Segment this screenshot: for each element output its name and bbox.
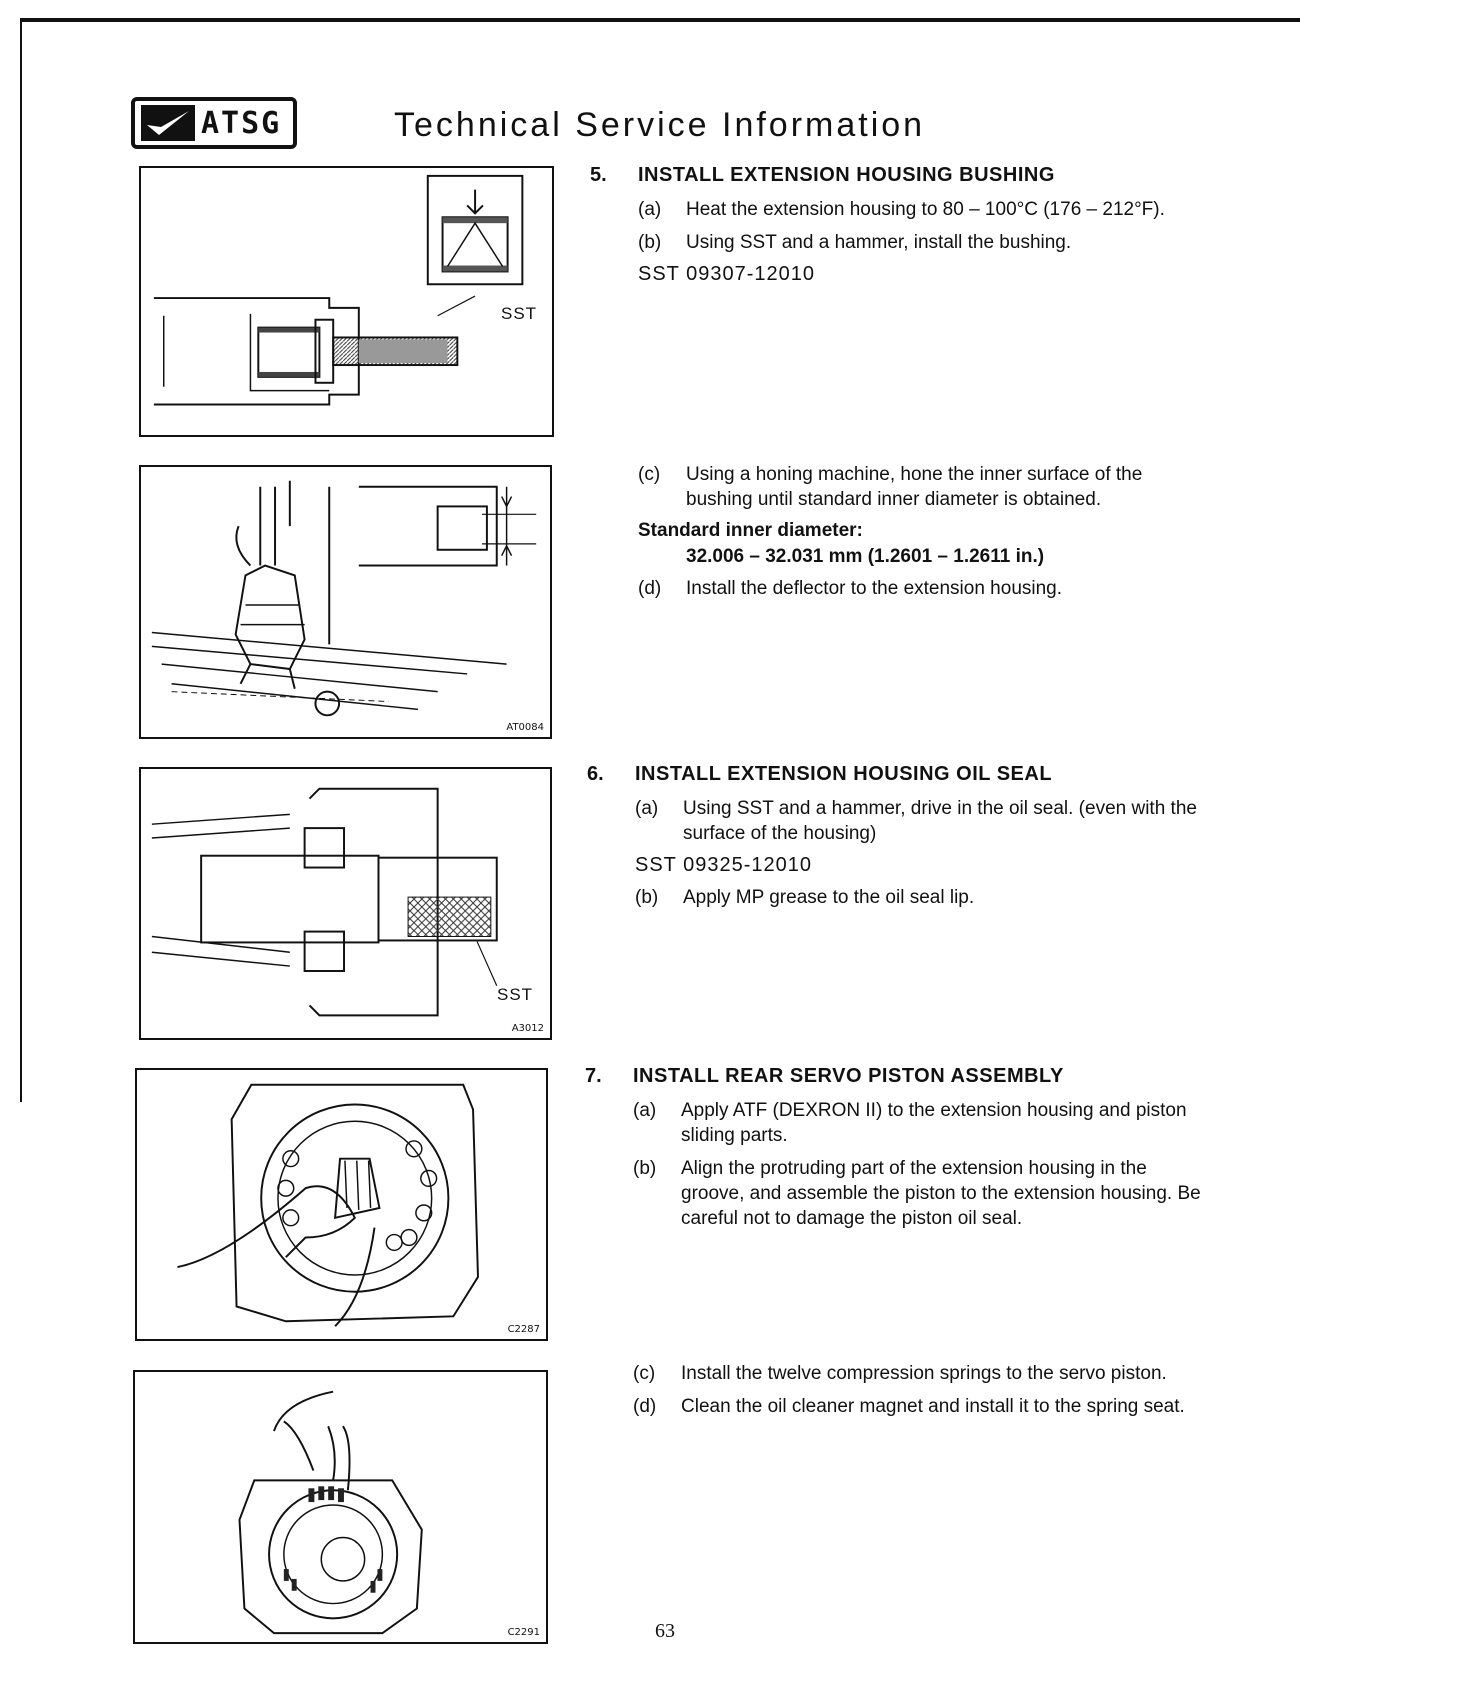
spec-value: 32.006 – 32.031 mm (1.2601 – 1.2611 in.) <box>686 546 1045 567</box>
section-7-continued <box>633 1361 1205 1419</box>
checkmark-icon <box>141 105 195 141</box>
spec-label: Standard inner diameter: <box>638 520 863 541</box>
page-number: 63 <box>655 1620 675 1642</box>
compression-springs-illustration <box>135 1372 546 1642</box>
figure-bushing-install <box>139 166 554 437</box>
step-item: (d) Clean the oil cleaner magnet and install it to the spring seat. <box>633 1396 1185 1417</box>
figure-code: C2287 <box>507 1324 540 1335</box>
sst-callout: SST <box>501 304 538 323</box>
atsg-logo <box>131 97 297 149</box>
sst-callout: SST <box>497 985 534 1004</box>
top-rule <box>20 18 1300 22</box>
sst-number: SST 09325-12010 <box>635 854 812 876</box>
figure-code: C2291 <box>507 1627 540 1638</box>
section-6 <box>587 763 1209 910</box>
step-item: (c) Install the twelve compression springs to the servo piston. <box>633 1363 1167 1384</box>
section-number: 6. <box>587 763 604 785</box>
honing-machine-illustration <box>141 467 550 737</box>
sst-number: SST 09307-12010 <box>638 263 815 285</box>
step-item: (a) Heat the extension housing to 80 – 100°C (176 – 212°F). <box>638 199 1165 220</box>
oil-seal-install-illustration <box>141 769 550 1038</box>
figure-servo-piston <box>135 1068 548 1341</box>
section-title: INSTALL REAR SERVO PISTON ASSEMBLY <box>633 1065 1064 1087</box>
section-number: 5. <box>590 164 607 186</box>
section-5-continued <box>638 462 1210 601</box>
step-item: (b) Align the protruding part of the extension housing in the groove, and assemble the piston to the extension housing. Be careful not to damage the piston oil seal. <box>633 1158 1201 1229</box>
figure-code: A3012 <box>511 1023 544 1034</box>
bushing-install-illustration <box>141 168 552 435</box>
step-item: (d) Install the deflector to the extension housing. <box>638 578 1063 599</box>
section-title: INSTALL EXTENSION HOUSING OIL SEAL <box>635 763 1053 785</box>
section-title: INSTALL EXTENSION HOUSING BUSHING <box>638 164 1055 186</box>
page-title: Technical Service Information <box>394 106 926 144</box>
figure-compression-springs <box>133 1370 548 1644</box>
logo-text: ATSG <box>201 105 282 141</box>
servo-piston-illustration <box>137 1070 546 1339</box>
step-item: (a) Apply ATF (DEXRON II) to the extension housing and piston sliding parts. <box>633 1100 1187 1146</box>
figure-code: AT0084 <box>506 722 544 733</box>
section-7 <box>585 1065 1207 1231</box>
step-item: (b) Using SST and a hammer, install the bushing. <box>638 232 1072 253</box>
left-rule <box>20 22 22 1102</box>
section-5 <box>590 164 1210 286</box>
section-number: 7. <box>585 1065 602 1087</box>
step-item: (c) Using a honing machine, hone the inner surface of the bushing until standard inner diameter is obtained. <box>638 464 1143 510</box>
step-item: (a) Using SST and a hammer, drive in the oil seal. (even with the surface of the housing) <box>635 798 1197 844</box>
step-item: (b) Apply MP grease to the oil seal lip. <box>635 887 975 908</box>
figure-honing-machine <box>139 465 552 739</box>
figure-oil-seal-install <box>139 767 552 1040</box>
